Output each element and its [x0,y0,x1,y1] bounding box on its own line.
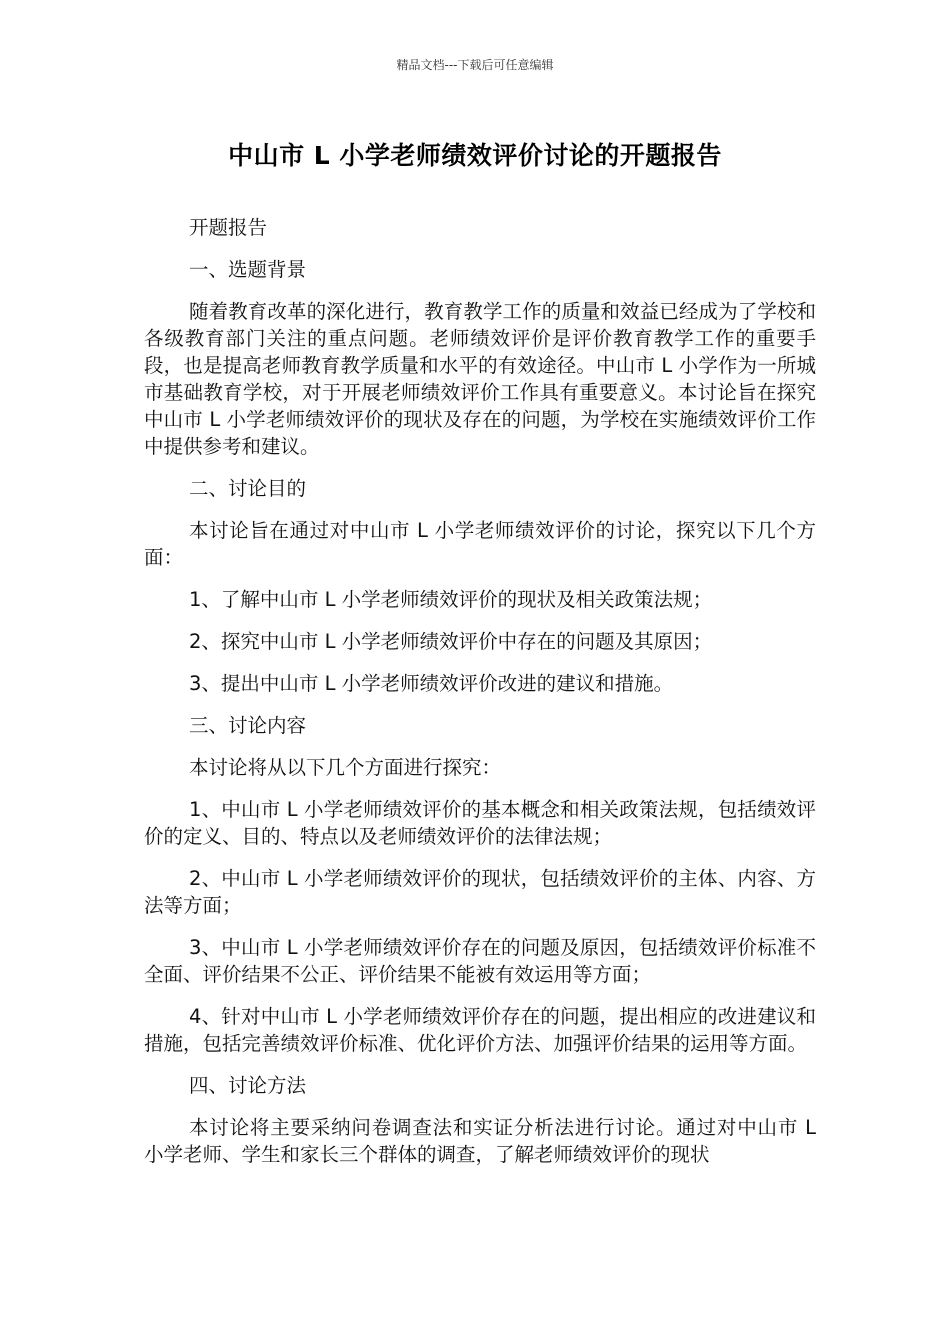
section-heading-content: 三、讨论内容 [189,714,307,737]
paragraph: 本讨论将从以下几个方面进行探究： [189,756,502,779]
list-item: 2、探究中山市 L 小学老师绩效评价中存在的问题及其原因； [189,630,713,653]
list-item: 1、中山市 L 小学老师绩效评价的基本概念和相关政策法规，包括绩效评价的定义、目的、特点以及老师绩效评价的法律法规； [144,798,816,848]
section-heading-method: 四、讨论方法 [189,1074,307,1097]
section-heading-purpose: 二、讨论目的 [189,477,307,500]
list-item: 2、中山市 L 小学老师绩效评价的现状，包括绩效评价的主体、内容、方法等方面； [144,867,816,917]
list-item: 3、提出中山市 L 小学老师绩效评价改进的建议和措施。 [189,672,674,695]
section-heading-background: 一、选题背景 [189,258,307,281]
document-title: 中山市 L 小学老师绩效评价讨论的开题报告 [228,141,722,170]
list-item: 3、中山市 L 小学老师绩效评价存在的问题及原因，包括绩效评价标准不全面、评价结果不公正、评价结果不能被有效运用等方面； [144,936,816,986]
paragraph-heading: 开题报告 [189,216,268,239]
list-item: 1、了解中山市 L 小学老师绩效评价的现状及相关政策法规； [189,588,713,611]
document-body [144,214,816,1183]
paragraph: 本讨论将主要采纳问卷调查法和实证分析法进行讨论。通过对中山市 L 小学老师、学生和家长三个群体的调查，了解老师绩效评价的现状 [144,1116,816,1166]
paragraph: 本讨论旨在通过对中山市 L 小学老师绩效评价的讨论，探究以下几个方面： [144,519,816,569]
header-note: 精品文档---下载后可任意编辑 [396,58,554,72]
paragraph: 随着教育改革的深化进行，教育教学工作的质量和效益已经成为了学校和各级教育部门关注的重点问题。老师绩效评价是评价教育教学工作的重要手段，也是提高老师教育教学质量和水平的有效途径。中山市 L 小学作为一所城市基础教育学校，对于开展老师绩效评价工作具有重要意义。本讨论旨在探究中山市 L 小学老师绩效评价的现状及存在的问题，为学校在实施绩效评价工作中提供参考和建议。 [144,300,816,458]
list-item: 4、针对中山市 L 小学老师绩效评价存在的问题，提出相应的改进建议和措施，包括完善绩效评价标准、优化评价方法、加强评价结果的运用等方面。 [144,1005,816,1055]
